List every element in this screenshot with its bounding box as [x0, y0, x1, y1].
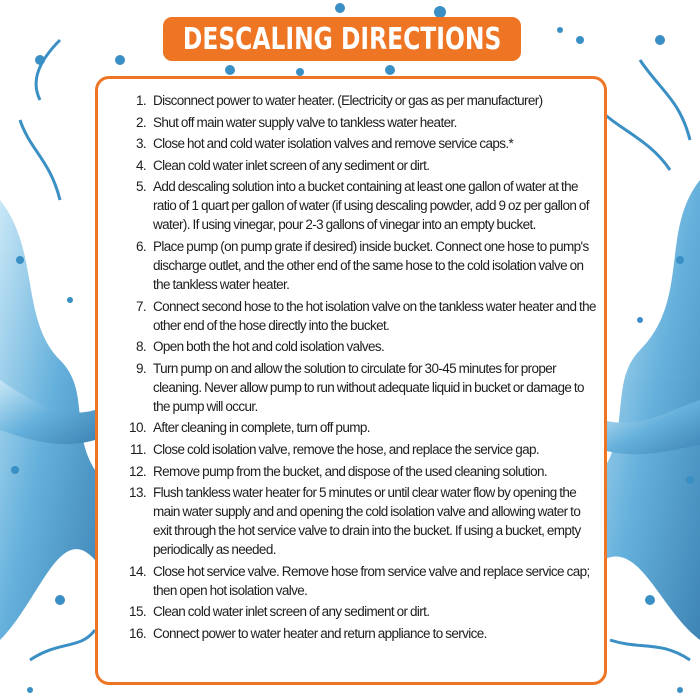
step-number: 8. [135, 339, 146, 355]
step-item [118, 297, 598, 335]
step-text: Close cold isolation valve, remove the hose, and replace the service gap. [153, 441, 539, 457]
step-number: 11. [130, 441, 146, 457]
step-item [118, 440, 598, 459]
directions-card [95, 76, 607, 685]
step-text: Disconnect power to water heater. (Electricity or gas as per manufacturer) [153, 93, 543, 108]
step-item [118, 134, 598, 153]
step-number: 10. [129, 420, 146, 436]
step-text: Flush tankless water heater for 5 minutes or until clear water flow by opening the main water supply and and opening the cold isolation valve and allowing water to exit through the hot service valve to drain into the bucket. If using a bucket, empty periodically as needed. [153, 485, 581, 558]
step-text: Clean cold water inlet screen of any sediment or dirt. [153, 604, 430, 620]
step-item [118, 177, 598, 234]
step-text: Open both the hot and cold isolation valves. [153, 339, 385, 355]
steps-list [118, 91, 598, 646]
step-number: 14. [129, 563, 146, 579]
step-item [118, 418, 598, 437]
title-banner [163, 17, 521, 61]
step-number: 1. [135, 93, 146, 108]
step-number: 9. [135, 360, 146, 376]
step-item [118, 113, 598, 132]
step-number: 3. [135, 136, 146, 152]
step-number: 7. [135, 298, 146, 314]
step-number: 4. [135, 157, 146, 173]
step-text: After cleaning in complete, turn off pump. [153, 420, 370, 436]
step-number: 12. [129, 463, 146, 479]
step-item [118, 237, 598, 294]
step-text: Clean cold water inlet screen of any sediment or dirt. [153, 157, 430, 173]
step-text: Turn pump on and allow the solution to circulate for 30-45 minutes for proper cleaning. Never allow pump to run without adequate liquid in bucket or damage to the pump will occur. [153, 360, 584, 414]
step-text: Place pump (on pump grate if desired) inside bucket. Connect one hose to pump's discharge outlet, and the other end of the same hose to the cold isolation valve on the tankless water heater. [153, 238, 589, 292]
step-number: 5. [135, 179, 146, 195]
step-item [118, 462, 598, 481]
step-text: Remove pump from the bucket, and dispose of the used cleaning solution. [153, 463, 547, 479]
step-item [118, 337, 598, 356]
step-text: Add descaling solution into a bucket containing at least one gallon of water at the ratio of 1 quart per gallon of water (if using descaling powder, add 9 oz per gallon of water). If using vinegar, pour 2-3 gallons of vinegar into an empty bucket. [153, 179, 589, 233]
step-text: Shut off main water supply valve to tankless water heater. [153, 114, 457, 130]
step-text: Close hot and cold water isolation valves and remove service caps.* [153, 136, 514, 152]
step-item [118, 91, 598, 110]
step-item [118, 602, 598, 621]
step-item [118, 359, 598, 416]
page-title: DESCALING DIRECTIONS [182, 21, 502, 57]
step-number: 16. [129, 625, 146, 641]
step-item [118, 156, 598, 175]
step-item [118, 624, 598, 643]
step-text: Connect second hose to the hot isolation valve on the tankless water heater and the other end of the hose directly into the bucket. [153, 298, 596, 333]
step-number: 6. [135, 238, 146, 254]
step-text: Close hot service valve. Remove hose from service valve and replace service cap; then open hot isolation valve. [153, 563, 590, 598]
step-number: 13. [129, 485, 146, 501]
step-number: 2. [135, 114, 146, 130]
step-number: 15. [129, 604, 146, 620]
step-item [118, 483, 598, 559]
step-text: Connect power to water heater and return appliance to service. [153, 625, 487, 641]
step-item [118, 562, 598, 600]
